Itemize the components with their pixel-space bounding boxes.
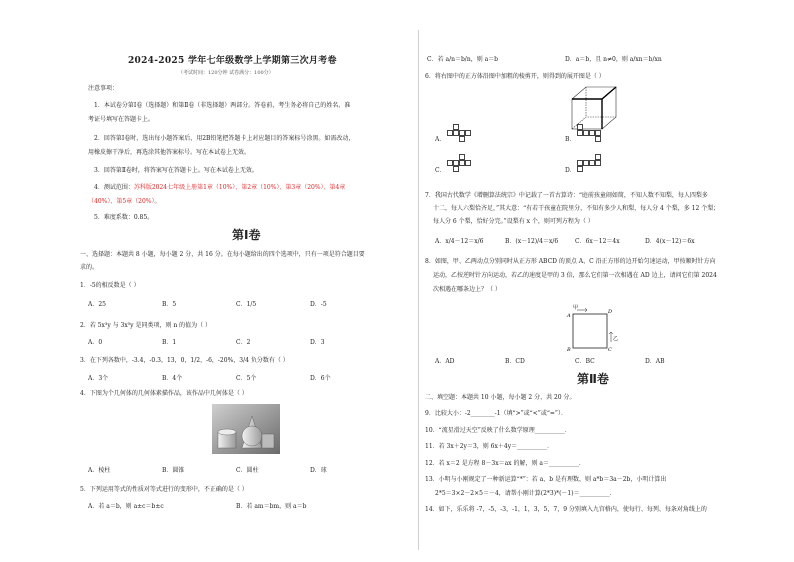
question-10: 10．“流星滑过天空”反映了什么数学原理__________． [425, 427, 571, 434]
question-6-stem: 6．将右图中的正方体沿图中加粗的棱剪开，则得到的展开图是（ ） [425, 73, 605, 80]
test-range-cont [88, 198, 161, 206]
question-8-line: 运动，乙按逆时针方向运动，若乙的速度是甲的 3 倍，那么它们第一次相遇在 AD 边上，请问它们第 2024 [433, 272, 717, 279]
q7-option-d[interactable]: D．4(x－12)＝6x [645, 238, 695, 245]
vertex-c: C [608, 347, 612, 352]
q7-option-a[interactable]: A．x/4－12＝x/6 [435, 238, 484, 245]
q4-option-b[interactable]: B．圆锥 [162, 467, 185, 474]
test-range-end: 。 [154, 198, 161, 205]
vertex-b: B [567, 347, 571, 352]
q8-option-b[interactable]: B．CD [505, 358, 525, 365]
q5-option-a[interactable]: A．若 a＝b，则 a±c＝b±c [88, 503, 164, 510]
q5-option-c[interactable]: C．若 a/n＝b/n，则 a＝b [427, 56, 499, 63]
q4-option-a[interactable]: A．棱柱 [88, 467, 111, 474]
section-2-title: 第Ⅱ卷 [577, 372, 609, 386]
section-1-intro: 一、选择题：本题共 8 小题，每小题 2 分，共 16 分。在每小题给出的四个选项中，只有一项是符合题目要 [80, 251, 365, 258]
question-7-line: 每人分 6 个梨，恰好分完。”设梨有 x 个，则可列方程为（ ） [433, 218, 594, 225]
note-line: 3．回答第Ⅱ卷时，将答案写在答题卡上。写在本试卷上无效。 [94, 167, 258, 174]
question-2-stem: 2．若 5x³y 与 3x⁵y 是同类项，则 n 的值为（ ） [80, 322, 212, 329]
q8-option-d[interactable]: D．AB [645, 358, 665, 365]
exam-title: 2024-2025 学年七年级数学上学期第三次月考卷 [128, 56, 337, 66]
sketch-image [212, 404, 280, 454]
q4-option-d[interactable]: D．球 [310, 467, 327, 474]
label-yi: 乙 [613, 336, 619, 342]
question-9: 9．比较大小：-2________-1（填“>”或“<”或“=”）． [425, 410, 567, 417]
question-8-line: 8．如图，甲、乙两动点分别同时从正方形 ABCD 的顶点 A、C 沿正方形的边开始匀速运动，甲按顺时针方向 [425, 258, 716, 265]
square-figure [561, 300, 621, 352]
question-7-line: 十二，每人六梨恰齐足，”其大意：“有若干孩童在院里分，不知有多少人和梨，每人分 4 个梨，多 12 个梨； [433, 205, 720, 212]
arrow-jia-icon [577, 308, 587, 312]
question-8-line: 次相遇在哪条边上？（ ） [433, 286, 501, 293]
q6-option-c[interactable]: C． [435, 167, 446, 174]
net-a-icon [447, 122, 487, 156]
q3-option-c[interactable]: C．5个 [236, 375, 257, 382]
question-7-line: 7．我国古代数学《增删算法统宗》中记载了一首古算诗：“庭前孩童闹如简，不知人数不知梨，每人四梨多 [425, 192, 708, 199]
vertex-a: A [567, 313, 571, 319]
test-range-label: 4．测试范围： [94, 184, 134, 191]
q1-option-a[interactable]: A．25 [88, 301, 106, 308]
test-range-value-2: （40%）、第5章（20%） [88, 198, 155, 205]
question-13-line: 13．小明与小刚规定了一种新运算“*”：若 a、b 是有理数，则 a*b＝3a－2b，小明计算出 [425, 476, 667, 483]
question-12: 12．若 x＝2 是方程 8－3x＝ax 的解，则 a＝__________． [425, 460, 585, 467]
q1-option-d[interactable]: D．-5 [310, 301, 327, 308]
question-14: 14．如下，乐乐将 -7，-5，-3，-1，1，3，5，7，9 分别填入九宫格内，使每行、每列、每条对角线上的 [425, 506, 707, 513]
q5-option-b[interactable]: B．若 am＝bm，则 a＝b [236, 503, 307, 510]
question-5-stem: 5．下列运用等式的性质对等式进行的变形中，不正确的是（ ） [80, 486, 248, 493]
net-b-icon [577, 122, 617, 156]
question-13-line: 2*5＝3×2－2×5＝－4，请帮小刚计算(2*3)*(－1)＝__________． [435, 490, 616, 497]
q4-option-c[interactable]: C．圆柱 [236, 467, 259, 474]
difficulty: 5．难度系数：0.85。 [94, 214, 154, 221]
left-column [80, 0, 415, 562]
question-11: 11．若 3x＋2y＝3，则 6x＋4y＝__________． [425, 443, 554, 450]
q8-option-c[interactable]: C．BC [575, 358, 595, 365]
q2-option-c[interactable]: C．2 [236, 339, 251, 346]
notes-heading: 注意事项： [88, 85, 119, 92]
q6-option-b[interactable]: B． [565, 136, 576, 143]
section-1-title: 第Ⅰ卷 [232, 228, 261, 242]
note-line: 1．本试卷分第Ⅰ卷（选择题）和第Ⅱ卷（非选择题）两部分。答卷前，考生务必将自己的姓名、准 [94, 102, 351, 109]
q7-option-b[interactable]: B．(x－12)/4＝x/6 [505, 238, 559, 245]
q6-option-d[interactable]: D． [565, 167, 576, 174]
net-c-icon [447, 152, 487, 186]
section-1-intro-2: 求的。 [80, 264, 99, 271]
q6-option-a[interactable]: A． [435, 136, 446, 143]
question-3-stem: 3．在下列各数中，-3.4，-0.3，13，0，1/2，-6，-20%，3/4 负分数有（ ） [80, 357, 289, 364]
note-line: 用橡皮擦干净后，再选涂其他答案标号。写在本试卷上无效。 [88, 149, 251, 156]
square-abcd [573, 314, 607, 348]
q1-option-b[interactable]: B．5 [162, 301, 177, 308]
exam-subtitle: （考试时间：120分钟 试卷满分：100分） [178, 70, 274, 76]
q5-option-d[interactable]: D．a＝b，且 n≠0，则 a/xn＝b/xn [565, 56, 662, 63]
q2-option-d[interactable]: D．3 [310, 339, 325, 346]
q2-option-a[interactable]: A．0 [88, 339, 103, 346]
column-divider [418, 30, 419, 550]
question-1-stem: 1．-5的相反数是（ ） [80, 282, 140, 289]
note-line: 考证号填写在答题卡上。 [88, 116, 155, 123]
q8-option-a[interactable]: A．AD [435, 358, 455, 365]
net-d-icon [577, 152, 617, 186]
q3-option-a[interactable]: A．3个 [88, 375, 109, 382]
question-4-stem: 4．下图为个几何体的几何体素描作品，该作品中几何体是（ ） [80, 390, 248, 397]
test-range-value: 苏科版2024七年级上册第1章（10%）、第2章（10%）、第3章（20%）、第4章 [133, 184, 346, 191]
note-line: 2．回答第Ⅰ卷时，选出每小题答案后，用2B铅笔把答题卡上对应题目的答案标号涂黑。如需改动， [94, 135, 355, 142]
vertex-d: D [608, 309, 613, 315]
label-jia: 甲 [573, 305, 579, 311]
q2-option-b[interactable]: B．1 [162, 339, 177, 346]
q1-option-c[interactable]: C．1/5 [236, 301, 257, 308]
test-range [94, 184, 345, 192]
q3-option-b[interactable]: B．4个 [162, 375, 183, 382]
q7-option-c[interactable]: C．6x－12＝4x [575, 238, 620, 245]
q3-option-d[interactable]: D．6个 [310, 375, 331, 382]
section-2-intro: 二、填空题：本题共 10 小题，每小题 2 分，共 20 分。 [425, 394, 576, 401]
right-column [425, 0, 765, 562]
